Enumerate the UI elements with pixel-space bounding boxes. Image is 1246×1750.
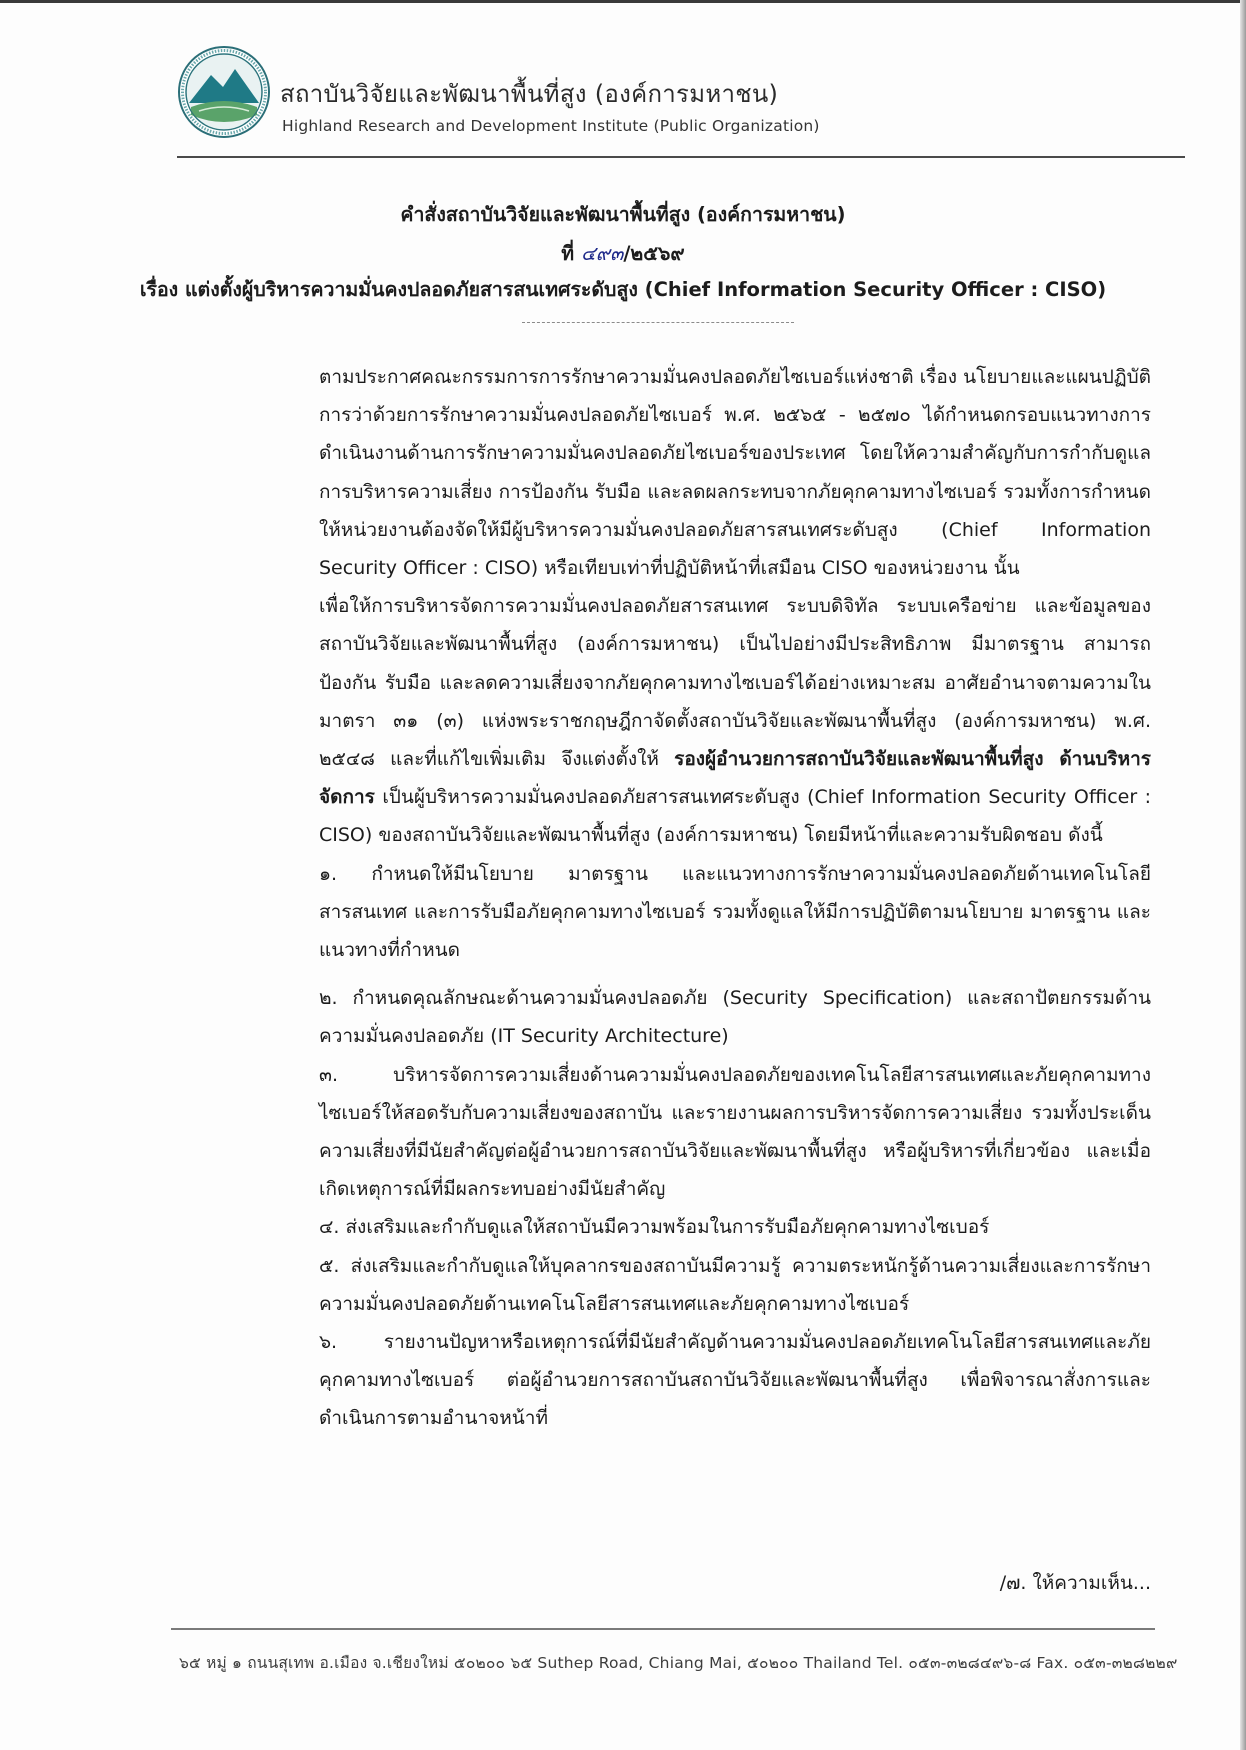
duty-item: ๒. กำหนดคุณลักษณะด้านความมั่นคงปลอดภัย (Security Specification) และสถาปัตยกรรมด้านความมั่นคงปลอดภัย (IT Security Architecture) [319, 987, 1151, 1048]
dashed-separator [522, 322, 794, 323]
footer-address: ๖๕ หมู่ ๑ ถนนสุเทพ อ.เมือง จ.เชียงใหม่ ๕๐๒๐๐ ๖๕ Suthep Road, Chiang Mai, ๕๐๒๐๐ Thailand Tel. ๐๕๓-๓๒๘๔๙๖-๘ Fax. ๐๕๓-๓๒๘๒๒๙ [179, 1654, 1178, 1672]
order-body [171, 358, 1151, 1438]
duty-item: ๕. ส่งเสริมและกำกับดูแลให้บุคลากรของสถาบันมีความรู้ ความตระหนักรู้ด้านความเสี่ยงและการรักษาความมั่นคงปลอดภัยด้านเทคโนโลยีสารสนเทศและภัยคุกคามทางไซเบอร์ [319, 1254, 1151, 1315]
organization-name-english: Highland Research and Development Institute (Public Organization) [282, 117, 820, 135]
order-number-prefix: ที่ [561, 242, 575, 265]
hrdi-mountain-seal-icon [177, 45, 271, 139]
order-number-line [0, 238, 1246, 269]
preamble-paragraph: ตามประกาศคณะกรรมการการรักษาความมั่นคงปลอดภัยไซเบอร์แห่งชาติ เรื่อง นโยบายและแผนปฏิบัติการว่าด้วยการรักษาความมั่นคงปลอดภัยไซเบอร์ พ.ศ. ๒๕๖๕ - ๒๕๗๐ ได้กำหนดกรอบแนวทางการดำเนินงานด้านการรักษาความมั่นคงปลอดภัยไซเบอร์ของประเทศ โดยให้ความสำคัญกับการกำกับดูแล การบริหารความเสี่ยง การป้องกัน รับมือ และลดผลกระทบจากภัยคุกคามทางไซเบอร์ รวมทั้งการกำหนดให้หน่วยงานต้องจัดให้มีผู้บริหารความมั่นคงปลอดภัยสารสนเทศระดับสูง (Chief Information Security Officer : CISO) หรือเทียบเท่าที่ปฏิบัติหน้าที่เสมือน CISO ของหน่วยงาน นั้น [319, 366, 1151, 580]
duty-item: ๓. บริหารจัดการความเสี่ยงด้านความมั่นคงปลอดภัยของเทคโนโลยีสารสนเทศและภัยคุกคามทางไซเบอร์ให้สอดรับกับความเสี่ยงของสถาบัน และรายงานผลการบริหารจัดการความเสี่ยง รวมทั้งประเด็นความเสี่ยงที่มีนัยสำคัญต่อผู้อำนวยการสถาบันวิจัยและพัฒนาพื้นที่สูง หรือผู้บริหารที่เกี่ยวข้อง และเมื่อเกิดเหตุการณ์ที่มีผลกระทบอย่างมีนัยสำคัญ [319, 1063, 1151, 1201]
footer-divider [171, 1628, 1155, 1630]
organization-name-thai: สถาบันวิจัยและพัฒนาพื้นที่สูง (องค์การมหาชน) [280, 80, 779, 108]
appointment-text-end: เป็นผู้บริหารความมั่นคงปลอดภัยสารสนเทศระดับสูง (Chief Information Security Officer : CISO) ของสถาบันวิจัยและพัฒนาพื้นที่สูง (องค์การมหาชน) โดยมีหน้าที่และความรับผิดชอบ ดังนี้ [319, 786, 1151, 847]
appointment-paragraph [171, 587, 1151, 854]
scan-edge-top [0, 0, 1246, 3]
order-year: /๒๕๖๙ [623, 242, 685, 265]
duty-item: ๖. รายงานปัญหาหรือเหตุการณ์ที่มีนัยสำคัญด้านความมั่นคงปลอดภัยเทคโนโลยีสารสนเทศและภัยคุกคามทางไซเบอร์ ต่อผู้อำนวยการสถาบันสถาบันวิจัยและพัฒนาพื้นที่สูง เพื่อพิจารณาสั่งการและดำเนินการตามอำนาจหน้าที่ [319, 1331, 1151, 1430]
duty-item: ๑. กำหนดให้มีนโยบาย มาตรฐาน และแนวทางการรักษาความมั่นคงปลอดภัยด้านเทคโนโลยีสารสนเทศ และการรับมือภัยคุกคามทางไซเบอร์ รวมทั้งดูแลให้มีการปฏิบัติตามนโยบาย มาตรฐาน และแนวทางที่กำหนด [319, 862, 1151, 962]
duty-item: ๔. ส่งเสริมและกำกับดูแลให้สถาบันมีความพร้อมในการรับมือภัยคุกคามทางไซเบอร์ [319, 1216, 990, 1239]
order-subject: เรื่อง แต่งตั้งผู้บริหารความมั่นคงปลอดภัยสารสนเทศระดับสูง (Chief Information Security Officer : CISO) [139, 278, 1107, 301]
order-title: คำสั่งสถาบันวิจัยและพัฒนาพื้นที่สูง (องค์การมหาชน) [400, 203, 846, 226]
continued-marker: /๗. ให้ความเห็น... [999, 1572, 1151, 1594]
header-divider [177, 156, 1185, 158]
order-number-handwritten: ๔๙๓ [580, 242, 624, 265]
appointment-text-start: เพื่อให้การบริหารจัดการความมั่นคงปลอดภัยสารสนเทศ ระบบดิจิทัล ระบบเครือข่าย และข้อมูลของสถาบันวิจัยและพัฒนาพื้นที่สูง (องค์การมหาชน) เป็นไปอย่างมีประสิทธิภาพ มีมาตรฐาน สามารถป้องกัน รับมือ และลดความเสี่ยงจากภัยคุกคามทางไซเบอร์ได้อย่างเหมาะสม อาศัยอำนาจตามความในมาตรา ๓๑ (๓) แห่งพระราชกฤษฎีกาจัดตั้งสถาบันวิจัยและพัฒนาพื้นที่สูง (องค์การมหาชน) พ.ศ. ๒๕๔๘ และที่แก้ไขเพิ่มเติม จึงแต่งตั้งให้ [319, 595, 1151, 771]
appointee-position: รองผู้อำนวยการสถาบันวิจัยและพัฒนาพื้นที่สูง ด้านบริหารจัดการ [319, 748, 1151, 809]
